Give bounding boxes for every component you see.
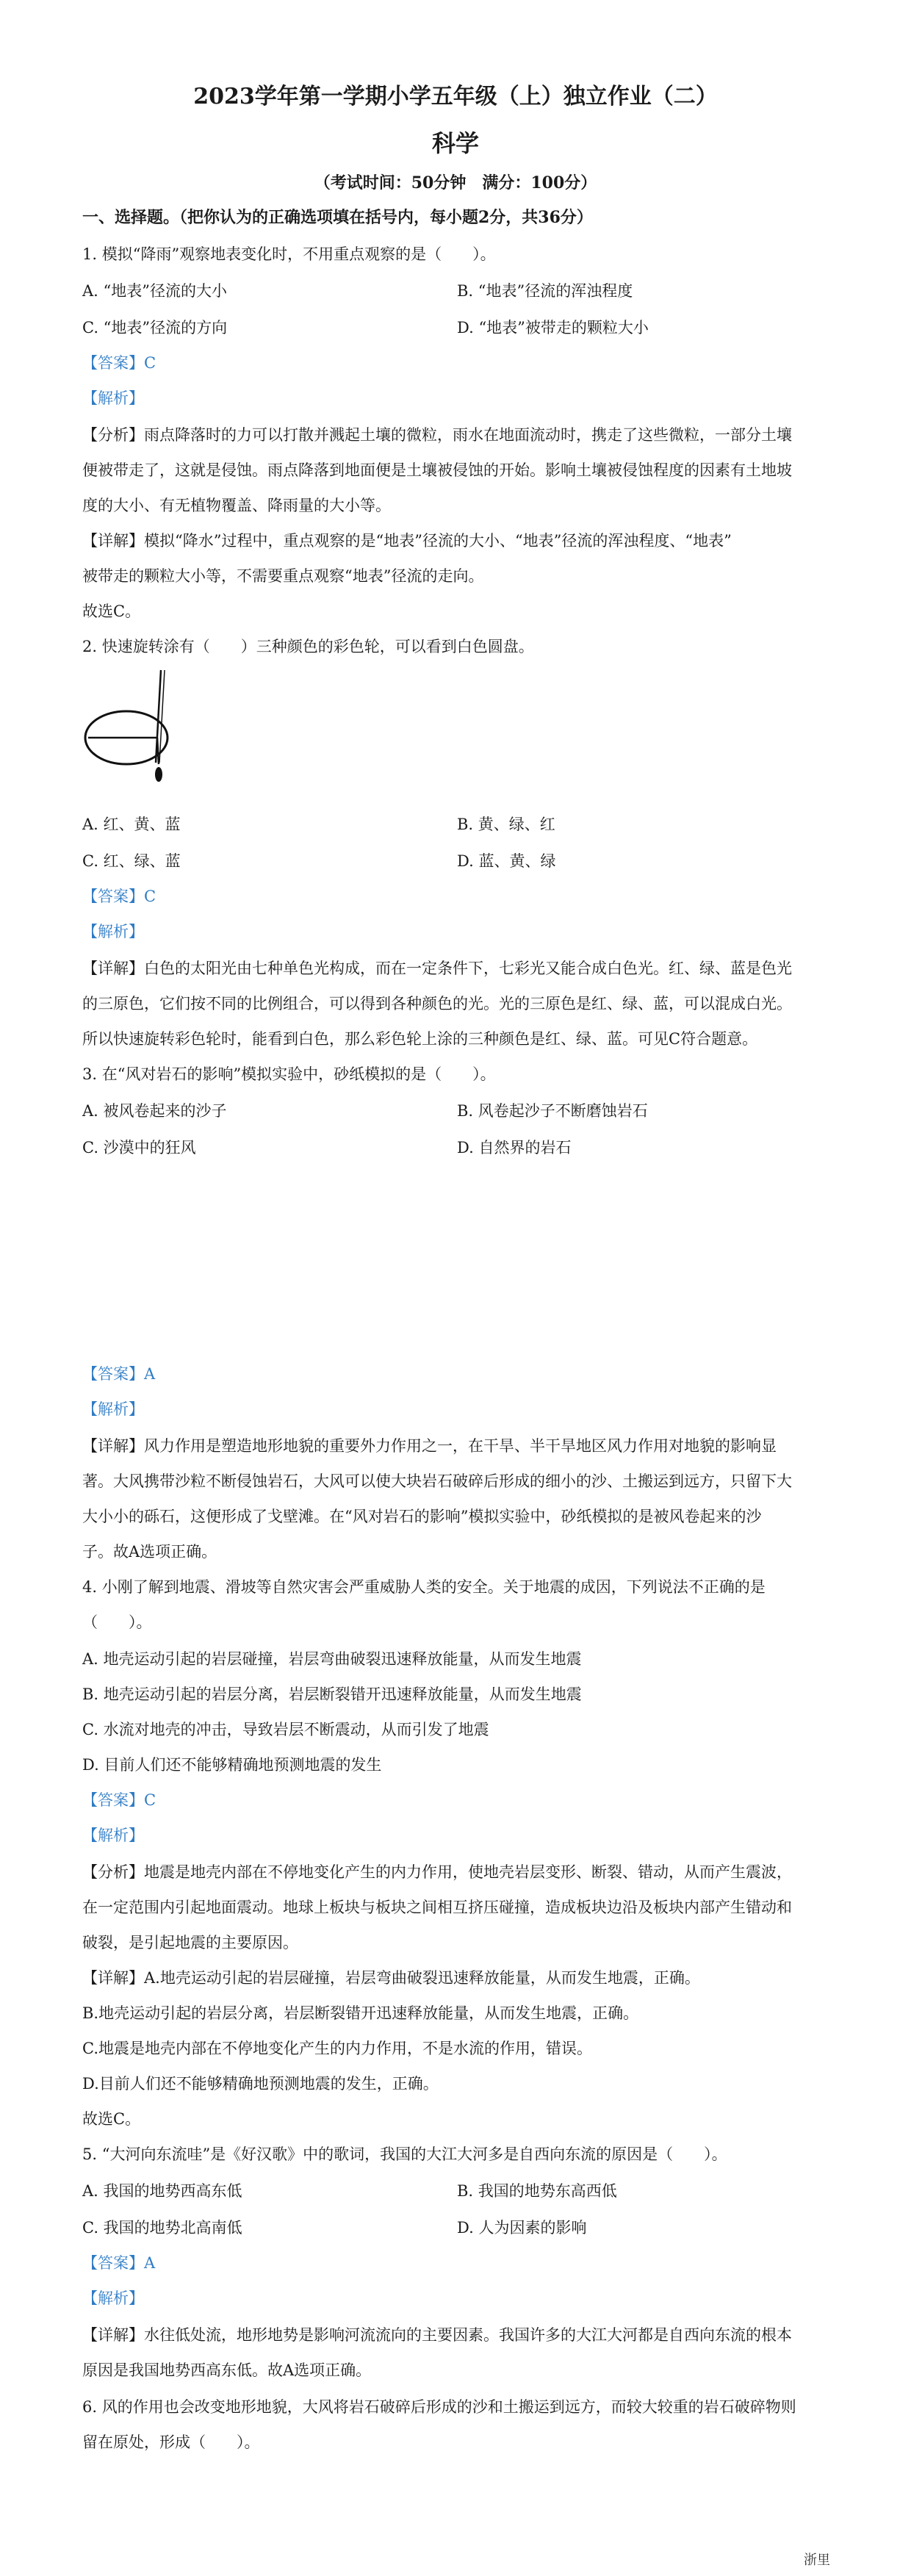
section-heading: 一、选择题。（把你认为的正确选项填在括号内，每小题2分，共36分） <box>82 208 593 227</box>
q1-answer: 【答案】C <box>82 354 156 372</box>
q5-option-b: B. 我国的地势东高西低 <box>457 2182 617 2200</box>
q4-detail-d: D.目前人们还不能够精确地预测地震的发生，正确。 <box>82 2075 439 2093</box>
q2-option-c: C. 红、绿、蓝 <box>82 852 181 870</box>
q6-stem-line2: 留在原处，形成（ ）。 <box>82 2433 260 2451</box>
q5-option-c: C. 我国的地势北高南低 <box>82 2219 242 2237</box>
q2-option-d: D. 蓝、黄、绿 <box>457 852 556 870</box>
exam-info: （考试时间：50分钟 满分：100分） <box>314 173 597 193</box>
q1-analysis-label: 【解析】 <box>82 389 144 407</box>
q2-analysis-label: 【解析】 <box>82 923 144 940</box>
q4-detail-c: C.地震是地壳内部在不停地变化产生的内力作用，不是水流的作用，错误。 <box>82 2040 592 2057</box>
q3-option-c: C. 沙漠中的狂风 <box>82 1139 196 1156</box>
q4-stem-line2: （ ）。 <box>82 1613 152 1631</box>
q3-stem: 3. 在“风对岩石的影响”模拟实验中，砂纸模拟的是（ ）。 <box>82 1065 496 1083</box>
q1-fenxi-line1: 【分析】雨点降落时的力可以打散并溅起土壤的微粒，雨水在地面流动时，携走了这些微粒，一部分土壤 <box>82 426 792 444</box>
color-wheel-spinner-figure <box>82 666 170 813</box>
q1-option-a: A. “地表”径流的大小 <box>82 282 227 300</box>
q4-conclusion: 故选C。 <box>82 2110 141 2128</box>
q1-fenxi-line3: 度的大小、有无植物覆盖、降雨量的大小等。 <box>82 497 391 514</box>
q5-stem: 5. “大河向东流哇”是《好汉歌》中的歌词，我国的大江大河多是自西向东流的原因是（ ）。 <box>82 2145 727 2163</box>
q3-detail-line1: 【详解】风力作用是塑造地形地貌的重要外力作用之一，在干旱、半干旱地区风力作用对地貌的影响显 <box>82 1437 777 1455</box>
q1-fenxi-line2: 便被带走了，这就是侵蚀。雨点降落到地面便是土壤被侵蚀的开始。影响土壤被侵蚀程度的因素有土地坡 <box>82 461 792 479</box>
document-title: 2023学年第一学期小学五年级（上）独立作业（二） <box>193 84 718 109</box>
q5-detail-line2: 原因是我国地势西高东低。故A选项正确。 <box>82 2361 372 2379</box>
footer-mark: 浙里 <box>804 2552 830 2568</box>
q2-option-a: A. 红、黄、蓝 <box>82 816 181 833</box>
q4-answer: 【答案】C <box>82 1791 156 1809</box>
q1-option-c: C. “地表”径流的方向 <box>82 319 228 337</box>
q3-detail-line2: 著。大风携带沙粒不断侵蚀岩石，大风可以使大块岩石破碎后形成的细小的沙、土搬运到远方，只留下大 <box>82 1472 792 1490</box>
q5-analysis-label: 【解析】 <box>82 2289 144 2307</box>
q4-detail-a: 【详解】A.地壳运动引起的岩层碰撞，岩层弯曲破裂迅速释放能量，从而发生地震，正确。 <box>82 1969 700 1987</box>
q5-option-a: A. 我国的地势西高东低 <box>82 2182 242 2200</box>
q2-detail-line2: 的三原色，它们按不同的比例组合，可以得到各种颜色的光。光的三原色是红、绿、蓝，可以混成白光。 <box>82 995 792 1012</box>
q6-stem-line1: 6. 风的作用也会改变地形地貌，大风将岩石破碎后形成的沙和土搬运到远方，而较大较重的岩石破碎物则 <box>82 2398 796 2416</box>
q1-conclusion: 故选C。 <box>82 602 141 620</box>
q1-detail-line2: 被带走的颗粒大小等，不需要重点观察“地表”径流的走向。 <box>82 567 484 585</box>
q2-option-b: B. 黄、绿、红 <box>457 816 555 833</box>
q1-option-d: D. “地表”被带走的颗粒大小 <box>457 319 649 337</box>
q4-stem-line1: 4. 小刚了解到地震、滑坡等自然灾害会严重威胁人类的安全。关于地震的成因，下列说法不正确的是 <box>82 1578 766 1596</box>
q5-answer: 【答案】A <box>82 2254 156 2272</box>
q3-option-a: A. 被风卷起来的沙子 <box>82 1102 227 1120</box>
q3-detail-line3: 大小小的砾石，这便形成了戈壁滩。在“风对岩石的影响”模拟实验中，砂纸模拟的是被风卷起来的沙 <box>82 1508 762 1525</box>
q3-analysis-label: 【解析】 <box>82 1400 144 1418</box>
q5-detail-line1: 【详解】水往低处流，地形地势是影响河流流向的主要因素。我国许多的大江大河都是自西向东流的根本 <box>82 2326 792 2344</box>
q4-fenxi-line1: 【分析】地震是地壳内部在不停地变化产生的内力作用，使地壳岩层变形、断裂、错动，从而产生震波， <box>82 1863 792 1881</box>
q1-stem: 1. 模拟“降雨”观察地表变化时，不用重点观察的是（ ）。 <box>82 245 496 263</box>
q4-fenxi-line3: 破裂，是引起地震的主要原因。 <box>82 1934 298 1951</box>
spinner-tip <box>155 767 162 782</box>
q2-stem: 2. 快速旋转涂有（ ）三种颜色的彩色轮，可以看到白色圆盘。 <box>82 638 534 655</box>
q2-detail-line1: 【详解】白色的太阳光由七种单色光构成，而在一定条件下，七彩光又能合成白色光。红、绿、蓝是色光 <box>82 960 792 977</box>
q3-detail-line4: 子。故A选项正确。 <box>82 1543 217 1561</box>
q3-option-b: B. 风卷起沙子不断磨蚀岩石 <box>457 1102 648 1120</box>
q4-fenxi-line2: 在一定范围内引起地面震动。地球上板块与板块之间相互挤压碰撞，造成板块边沿及板块内部产生错动和 <box>82 1899 792 1916</box>
q4-option-b: B. 地壳运动引起的岩层分离，岩层断裂错开迅速释放能量，从而发生地震 <box>82 1685 582 1703</box>
q5-option-d: D. 人为因素的影响 <box>457 2219 587 2237</box>
q2-answer: 【答案】C <box>82 888 156 905</box>
q4-option-a: A. 地壳运动引起的岩层碰撞，岩层弯曲破裂迅速释放能量，从而发生地震 <box>82 1650 582 1668</box>
q2-detail-line3: 所以快速旋转彩色轮时，能看到白色，那么彩色轮上涂的三种颜色是红、绿、蓝。可见C符合题意。 <box>82 1030 758 1048</box>
q4-option-c: C. 水流对地壳的冲击，导致岩层不断震动，从而引发了地震 <box>82 1721 489 1738</box>
q4-analysis-label: 【解析】 <box>82 1827 144 1844</box>
q3-option-d: D. 自然界的岩石 <box>457 1139 572 1156</box>
q1-option-b: B. “地表”径流的浑浊程度 <box>457 282 633 300</box>
wheel-divider-2 <box>157 738 159 764</box>
subject-title: 科学 <box>431 129 479 157</box>
q1-detail-line1: 【详解】模拟“降水”过程中，重点观察的是“地表”径流的大小、“地表”径流的浑浊程度、“地表” <box>82 532 732 550</box>
q4-option-d: D. 目前人们还不能够精确地预测地震的发生 <box>82 1756 382 1774</box>
q3-answer: 【答案】A <box>82 1365 156 1383</box>
q4-detail-b: B.地壳运动引起的岩层分离，岩层断裂错开迅速释放能量，从而发生地震，正确。 <box>82 2004 639 2022</box>
